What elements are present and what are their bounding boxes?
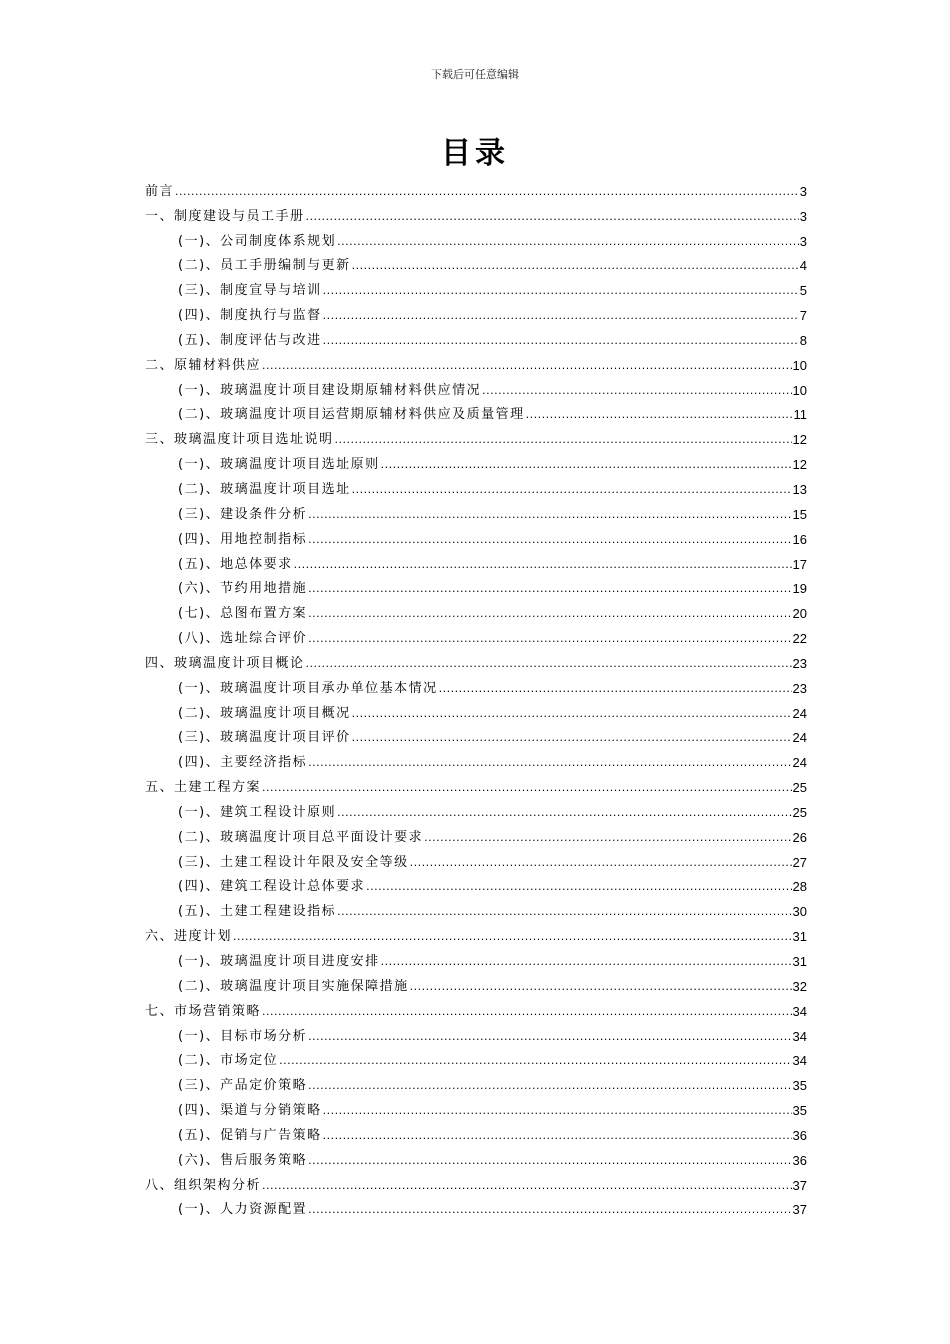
dot-leader	[424, 830, 791, 846]
toc-entry[interactable]	[145, 175, 807, 200]
toc-entry-title: 二、原辅材料供应	[145, 357, 262, 373]
toc-entry-title: (二)、玻璃温度计项目概况	[178, 705, 351, 721]
dot-leader	[308, 606, 791, 622]
toc-entry-page-number: 12	[792, 432, 807, 448]
toc-entry-title: (二)、玻璃温度计项目选址	[178, 481, 351, 497]
toc-entry-title: (六)、节约用地措施	[178, 581, 308, 597]
toc-entry[interactable]	[145, 1119, 807, 1144]
toc-entry-title: (八)、选址综合评价	[178, 631, 308, 647]
toc-entry-page-number: 22	[792, 631, 807, 647]
table-of-contents	[145, 175, 807, 1218]
toc-entry-title: 四、玻璃温度计项目概论	[145, 655, 305, 671]
dot-leader	[323, 1128, 792, 1144]
dot-leader	[175, 184, 799, 200]
toc-entry-page-number: 7	[799, 308, 807, 324]
toc-entry[interactable]	[145, 523, 807, 548]
toc-entry-page-number: 16	[792, 531, 807, 547]
dot-leader	[306, 209, 799, 225]
dot-leader	[337, 904, 791, 920]
toc-entry[interactable]	[145, 1194, 807, 1219]
dot-leader	[337, 805, 791, 821]
dot-leader	[410, 855, 792, 871]
toc-entry-title: (三)、土建工程设计年限及安全等级	[178, 854, 409, 870]
toc-entry[interactable]	[145, 771, 807, 796]
toc-entry[interactable]	[145, 1094, 807, 1119]
toc-entry-title: 八、组织架构分析	[145, 1177, 262, 1193]
toc-entry[interactable]	[145, 299, 807, 324]
toc-entry-page-number: 25	[792, 804, 807, 820]
dot-leader	[308, 1078, 791, 1094]
toc-entry-title: (一)、玻璃温度计项目承办单位基本情况	[178, 680, 438, 696]
dot-leader	[323, 1103, 792, 1119]
toc-entry-page-number: 15	[792, 506, 807, 522]
toc-entry-title: (二)、玻璃温度计项目总平面设计要求	[178, 829, 424, 845]
toc-entry[interactable]	[145, 573, 807, 598]
toc-entry-page-number: 17	[792, 556, 807, 572]
toc-entry[interactable]	[145, 274, 807, 299]
dot-leader	[308, 581, 791, 597]
toc-entry-title: (三)、建设条件分析	[178, 506, 308, 522]
toc-entry-title: (二)、市场定位	[178, 1053, 279, 1069]
toc-entry[interactable]	[145, 672, 807, 697]
toc-entry-page-number: 3	[799, 208, 807, 224]
dot-leader	[279, 1053, 791, 1069]
toc-entry[interactable]	[145, 622, 807, 647]
toc-entry-title: (四)、渠道与分销策略	[178, 1103, 322, 1119]
toc-entry-page-number: 34	[792, 1053, 807, 1069]
toc-entry-page-number: 10	[792, 357, 807, 373]
dot-leader	[308, 631, 791, 647]
dot-leader	[233, 929, 792, 945]
toc-entry-title: (三)、玻璃温度计项目评价	[178, 730, 351, 746]
toc-entry-page-number: 32	[792, 978, 807, 994]
toc-entry-page-number: 24	[792, 730, 807, 746]
toc-entry[interactable]	[145, 1169, 807, 1194]
dot-leader	[262, 1004, 792, 1020]
toc-entry-title: (一)、玻璃温度计项目建设期原辅材料供应情况	[178, 382, 482, 398]
toc-entry-title: 六、进度计划	[145, 929, 233, 945]
dot-leader	[308, 755, 791, 771]
toc-entry-page-number: 26	[792, 829, 807, 845]
toc-entry[interactable]	[145, 697, 807, 722]
toc-entry-title: (五)、地总体要求	[178, 556, 293, 572]
dot-leader	[352, 706, 792, 722]
toc-entry-title: 五、土建工程方案	[145, 780, 262, 796]
dot-leader	[323, 333, 799, 349]
toc-entry-page-number: 12	[792, 457, 807, 473]
dot-leader	[366, 879, 791, 895]
toc-entry-page-number: 19	[792, 581, 807, 597]
toc-entry-title: (四)、建筑工程设计总体要求	[178, 879, 366, 895]
toc-entry-title: (四)、制度执行与监督	[178, 308, 322, 324]
toc-entry-page-number: 37	[792, 1177, 807, 1193]
toc-entry-title: (四)、用地控制指标	[178, 531, 308, 547]
toc-entry-title: (四)、主要经济指标	[178, 755, 308, 771]
toc-entry[interactable]	[145, 423, 807, 448]
dot-leader	[482, 383, 791, 399]
toc-entry[interactable]	[145, 324, 807, 349]
dot-leader	[381, 457, 792, 473]
toc-entry[interactable]	[145, 597, 807, 622]
toc-entry[interactable]	[145, 250, 807, 275]
toc-entry[interactable]	[145, 722, 807, 747]
toc-entry-page-number: 34	[792, 1028, 807, 1044]
toc-entry[interactable]	[145, 796, 807, 821]
toc-entry-title: (一)、公司制度体系规划	[178, 233, 337, 249]
toc-entry-title: (五)、促销与广告策略	[178, 1127, 322, 1143]
toc-entry[interactable]	[145, 647, 807, 672]
toc-entry[interactable]	[145, 548, 807, 573]
toc-entry[interactable]	[145, 200, 807, 225]
toc-entry-title: 一、制度建设与员工手册	[145, 208, 305, 224]
dot-leader	[306, 656, 792, 672]
toc-entry-page-number: 3	[799, 233, 807, 249]
toc-entry[interactable]	[145, 225, 807, 250]
toc-entry-page-number: 5	[799, 283, 807, 299]
dot-leader	[335, 432, 792, 448]
toc-entry[interactable]	[145, 448, 807, 473]
dot-leader	[337, 234, 799, 250]
toc-entry-page-number: 28	[792, 879, 807, 895]
dot-leader	[526, 407, 793, 423]
dot-leader	[308, 1153, 791, 1169]
toc-entry-page-number: 24	[792, 705, 807, 721]
dot-leader	[439, 681, 792, 697]
dot-leader	[262, 358, 792, 374]
dot-leader	[352, 482, 792, 498]
toc-entry-page-number: 8	[799, 332, 807, 348]
toc-entry[interactable]	[145, 1020, 807, 1045]
toc-entry-page-number: 30	[792, 904, 807, 920]
toc-entry[interactable]	[145, 498, 807, 523]
toc-entry[interactable]	[145, 970, 807, 995]
toc-entry[interactable]	[145, 374, 807, 399]
toc-entry-title: (三)、产品定价策略	[178, 1078, 308, 1094]
toc-entry-title: 前言	[145, 183, 175, 199]
toc-entry[interactable]	[145, 473, 807, 498]
dot-leader	[308, 507, 791, 523]
toc-entry-title: (五)、制度评估与改进	[178, 332, 322, 348]
dot-leader	[323, 308, 799, 324]
dot-leader	[308, 1202, 791, 1218]
toc-entry-page-number: 24	[792, 755, 807, 771]
toc-entry-page-number: 36	[792, 1152, 807, 1168]
toc-entry-page-number: 36	[792, 1127, 807, 1143]
toc-entry-title: (一)、目标市场分析	[178, 1028, 308, 1044]
dot-leader	[352, 258, 799, 274]
toc-entry-page-number: 35	[792, 1078, 807, 1094]
toc-entry-title: (六)、售后服务策略	[178, 1152, 308, 1168]
toc-entry[interactable]	[145, 895, 807, 920]
dot-leader	[381, 954, 792, 970]
toc-entry-title: (一)、人力资源配置	[178, 1202, 308, 1218]
toc-entry-title: (五)、土建工程建设指标	[178, 904, 337, 920]
dot-leader	[410, 979, 792, 995]
toc-entry-title: 七、市场营销策略	[145, 1003, 262, 1019]
toc-entry-page-number: 3	[799, 183, 807, 199]
toc-entry-page-number: 31	[792, 929, 807, 945]
toc-entry[interactable]	[145, 920, 807, 945]
download-note: 下载后可任意编辑	[431, 68, 519, 81]
toc-entry-page-number: 20	[792, 606, 807, 622]
toc-entry-title: 三、玻璃温度计项目选址说明	[145, 432, 334, 448]
toc-entry-title: (二)、玻璃温度计项目实施保障措施	[178, 978, 409, 994]
dot-leader	[262, 1178, 792, 1194]
toc-entry-page-number: 13	[792, 481, 807, 497]
dot-leader	[323, 283, 799, 299]
toc-entry[interactable]	[145, 349, 807, 374]
toc-entry-title: (二)、玻璃温度计项目运营期原辅材料供应及质量管理	[178, 407, 525, 423]
toc-entry-title: (一)、玻璃温度计项目选址原则	[178, 457, 380, 473]
toc-entry-page-number: 23	[792, 655, 807, 671]
toc-entry[interactable]	[145, 1144, 807, 1169]
toc-entry-page-number: 37	[792, 1202, 807, 1218]
toc-entry[interactable]	[145, 945, 807, 970]
toc-entry-page-number: 25	[792, 780, 807, 796]
toc-entry-page-number: 35	[792, 1103, 807, 1119]
toc-entry[interactable]	[145, 1069, 807, 1094]
toc-entry-title: (一)、玻璃温度计项目进度安排	[178, 954, 380, 969]
toc-entry[interactable]	[145, 846, 807, 871]
toc-entry-page-number: 23	[792, 680, 807, 696]
toc-entry-title: (二)、员工手册编制与更新	[178, 258, 351, 274]
dot-leader	[308, 1029, 791, 1045]
toc-entry[interactable]	[145, 399, 807, 424]
toc-entry-title: (一)、建筑工程设计原则	[178, 804, 337, 820]
dot-leader	[294, 557, 792, 573]
dot-leader	[308, 532, 791, 548]
toc-entry-page-number: 31	[792, 954, 807, 969]
toc-title: 目录	[441, 136, 509, 171]
dot-leader	[262, 780, 792, 796]
toc-entry[interactable]	[145, 821, 807, 846]
dot-leader	[352, 730, 792, 746]
toc-entry[interactable]	[145, 871, 807, 896]
toc-entry-page-number: 11	[793, 407, 807, 423]
toc-entry-page-number: 27	[792, 854, 807, 870]
toc-entry-page-number: 4	[799, 258, 807, 274]
toc-entry-title: (三)、制度宣导与培训	[178, 283, 322, 299]
toc-entry-page-number: 34	[792, 1003, 807, 1019]
toc-entry[interactable]	[145, 1045, 807, 1070]
toc-entry-title: (七)、总图布置方案	[178, 606, 308, 622]
toc-entry-page-number: 10	[792, 382, 807, 398]
toc-entry[interactable]	[145, 746, 807, 771]
toc-entry[interactable]	[145, 995, 807, 1020]
